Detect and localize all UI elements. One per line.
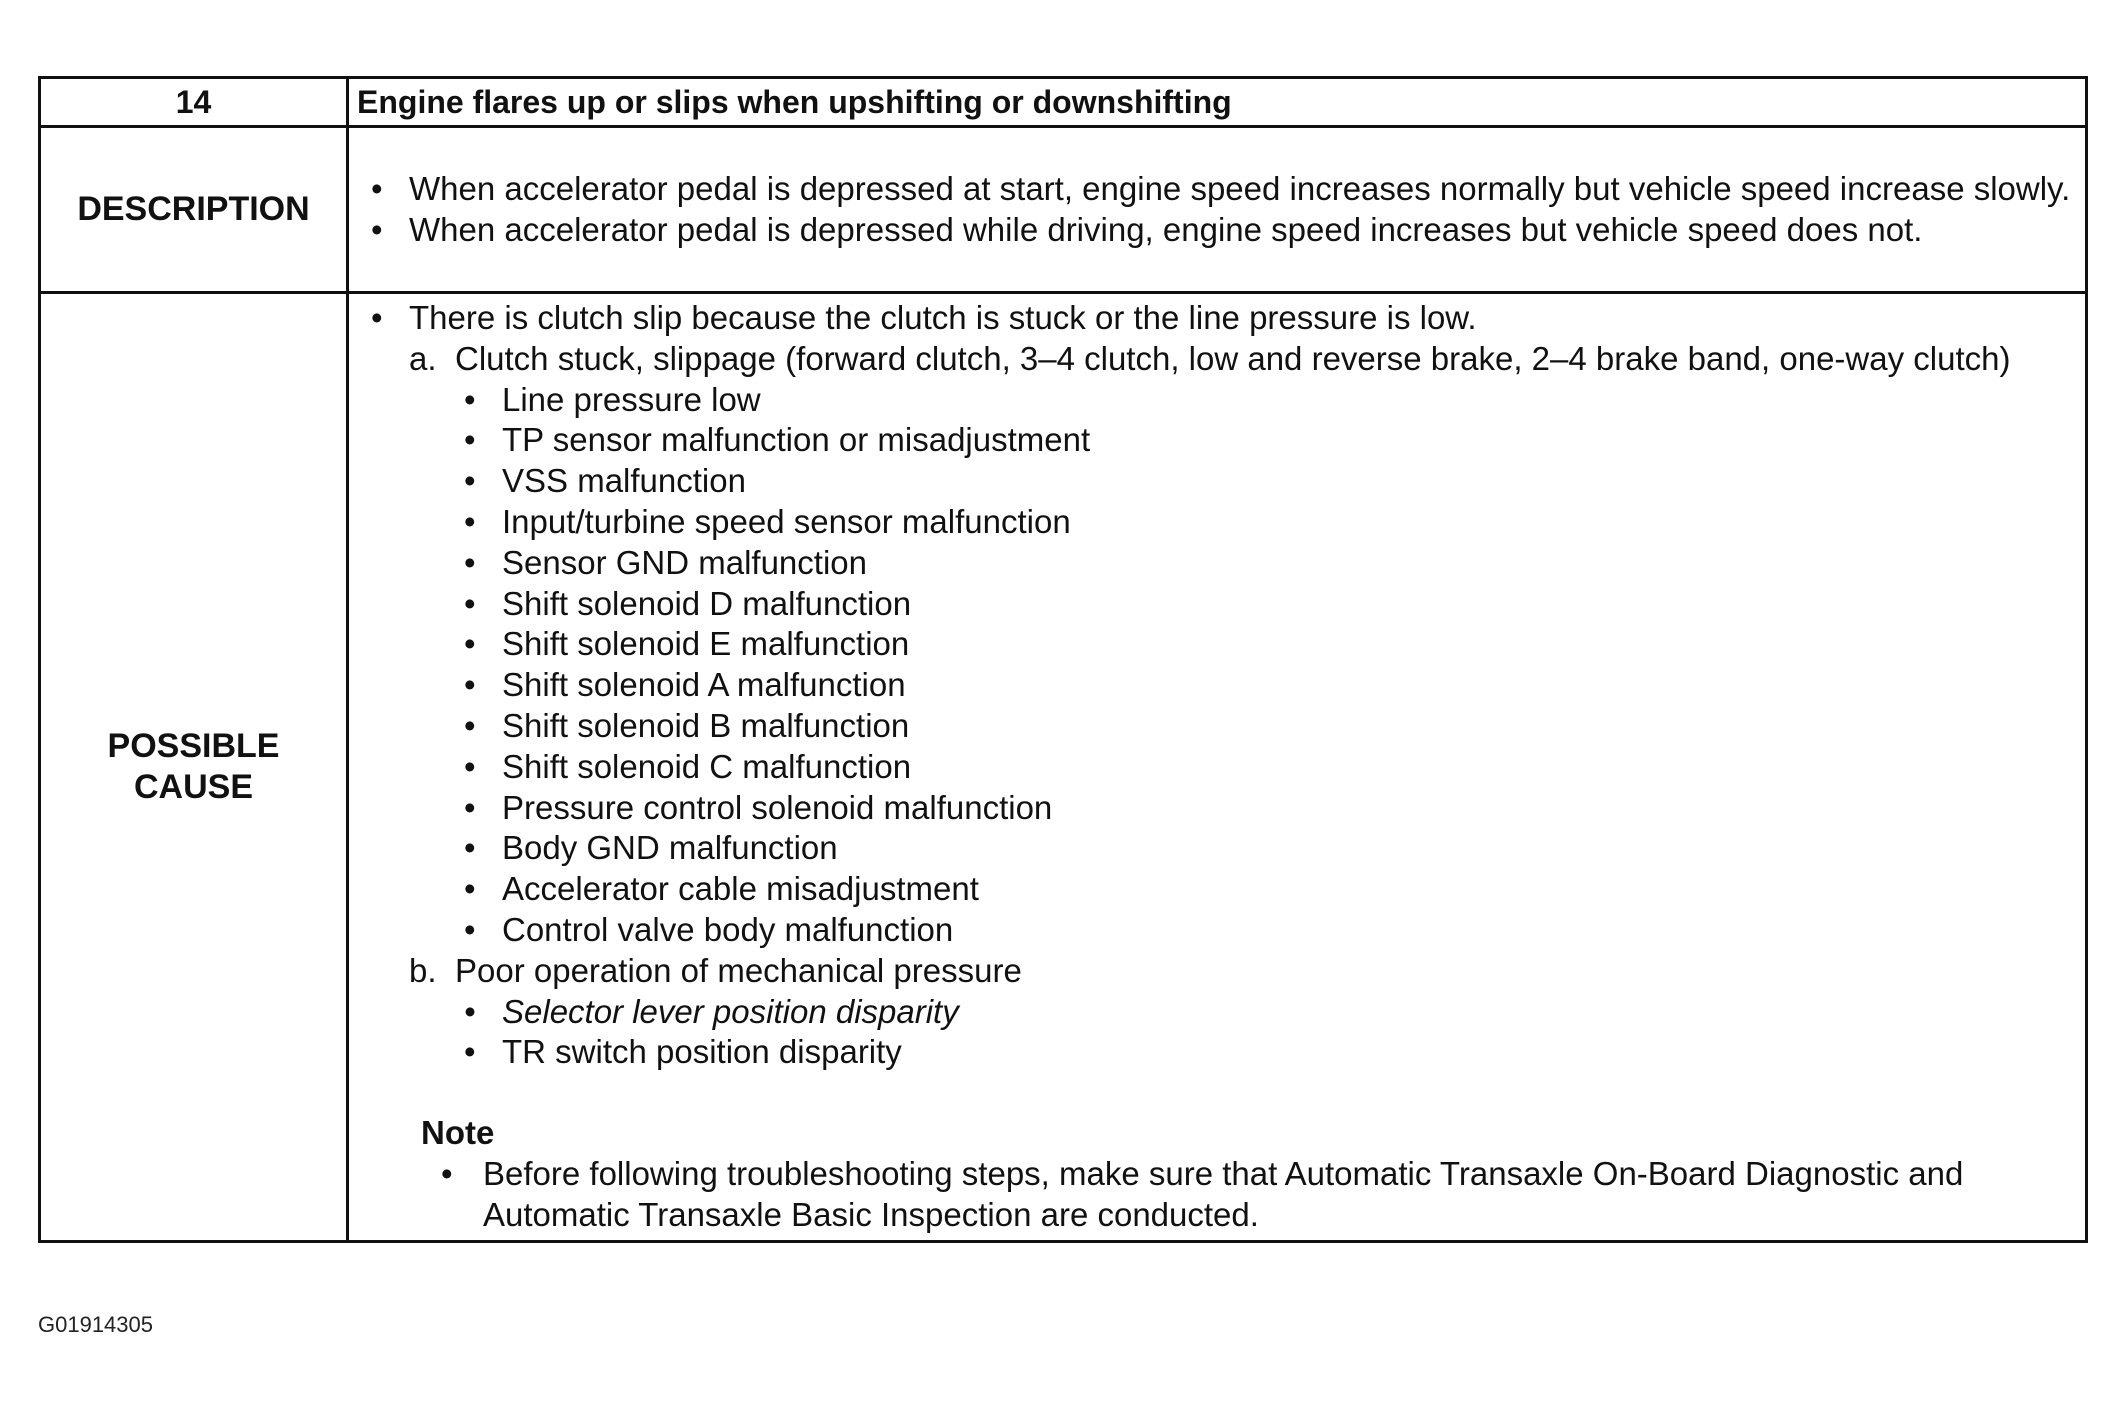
sub-item-text: Clutch stuck, slippage (forward clutch, 3–4 clutch, low and reverse brake, 2–4 brake band, one-way clutch) [455, 339, 2011, 377]
description-content [348, 127, 2087, 293]
list-item: • Shift solenoid C malfunction [455, 747, 2073, 788]
sub-b-list [455, 992, 2073, 1074]
possible-cause-content [348, 293, 2087, 1242]
list-item: • Pressure control solenoid malfunction [455, 788, 2073, 829]
list-item: • Input/turbine speed sensor malfunction [455, 502, 2073, 543]
note-list [421, 1154, 2073, 1236]
sub-item-letter: a. [409, 339, 437, 377]
list-item: • Line pressure low [455, 380, 2073, 421]
list-item: • Control valve body malfunction [455, 910, 2073, 951]
possible-cause-label-line2: CAUSE [133, 767, 254, 806]
list-item: • TR switch position disparity [455, 1032, 2073, 1073]
description-label: DESCRIPTION [40, 127, 348, 293]
cause-main-item [361, 298, 2073, 339]
list-item: • VSS malfunction [455, 461, 2073, 502]
list-item: • Selector lever position disparity [455, 992, 2073, 1033]
troubleshooting-table [38, 76, 2088, 1243]
note-title: Note [421, 1114, 495, 1152]
list-item: • Sensor GND malfunction [455, 543, 2073, 584]
possible-cause-label [40, 293, 348, 1242]
sub-a-list [455, 380, 2073, 951]
cause-sub-list [361, 339, 2073, 1073]
sub-item-letter: b. [409, 951, 437, 989]
possible-cause-row [40, 293, 2087, 1242]
list-item: • Accelerator cable misadjustment [455, 869, 2073, 910]
item-number: 14 [40, 78, 348, 127]
cause-sub-item-a [409, 339, 2073, 951]
list-item: • TP sensor malfunction or misadjustment [455, 420, 2073, 461]
description-item: • When accelerator pedal is depressed at start, engine speed increases normally but vehicle speed increase slowly. [361, 169, 2073, 210]
list-item: • Shift solenoid E malfunction [455, 624, 2073, 665]
description-list [361, 169, 2073, 251]
cause-sub-item-b [409, 951, 2073, 1073]
list-item: • Shift solenoid D malfunction [455, 584, 2073, 625]
note-block [361, 1113, 2073, 1235]
list-item: • Shift solenoid A malfunction [455, 665, 2073, 706]
figure-id: G01914305 [38, 1312, 153, 1337]
list-item: • Body GND malfunction [455, 828, 2073, 869]
symptom-title: Engine flares up or slips when upshifting or downshifting [348, 78, 2087, 127]
cause-list [361, 298, 2073, 339]
description-item: • When accelerator pedal is depressed while driving, engine speed increases but vehicle speed does not. [361, 210, 2073, 251]
sub-item-text: Poor operation of mechanical pressure [455, 951, 1022, 989]
cause-main-text: • There is clutch slip because the clutch is stuck or the line pressure is low. [409, 299, 1477, 336]
header-row [40, 78, 2087, 127]
list-item: • Shift solenoid B malfunction [455, 706, 2073, 747]
note-item: • Before following troubleshooting steps, make sure that Automatic Transaxle On-Board Diagnostic and Automatic Transaxle Basic Inspection are conducted. [421, 1154, 2073, 1236]
description-row [40, 127, 2087, 293]
possible-cause-label-line1: POSSIBLE [107, 726, 280, 765]
